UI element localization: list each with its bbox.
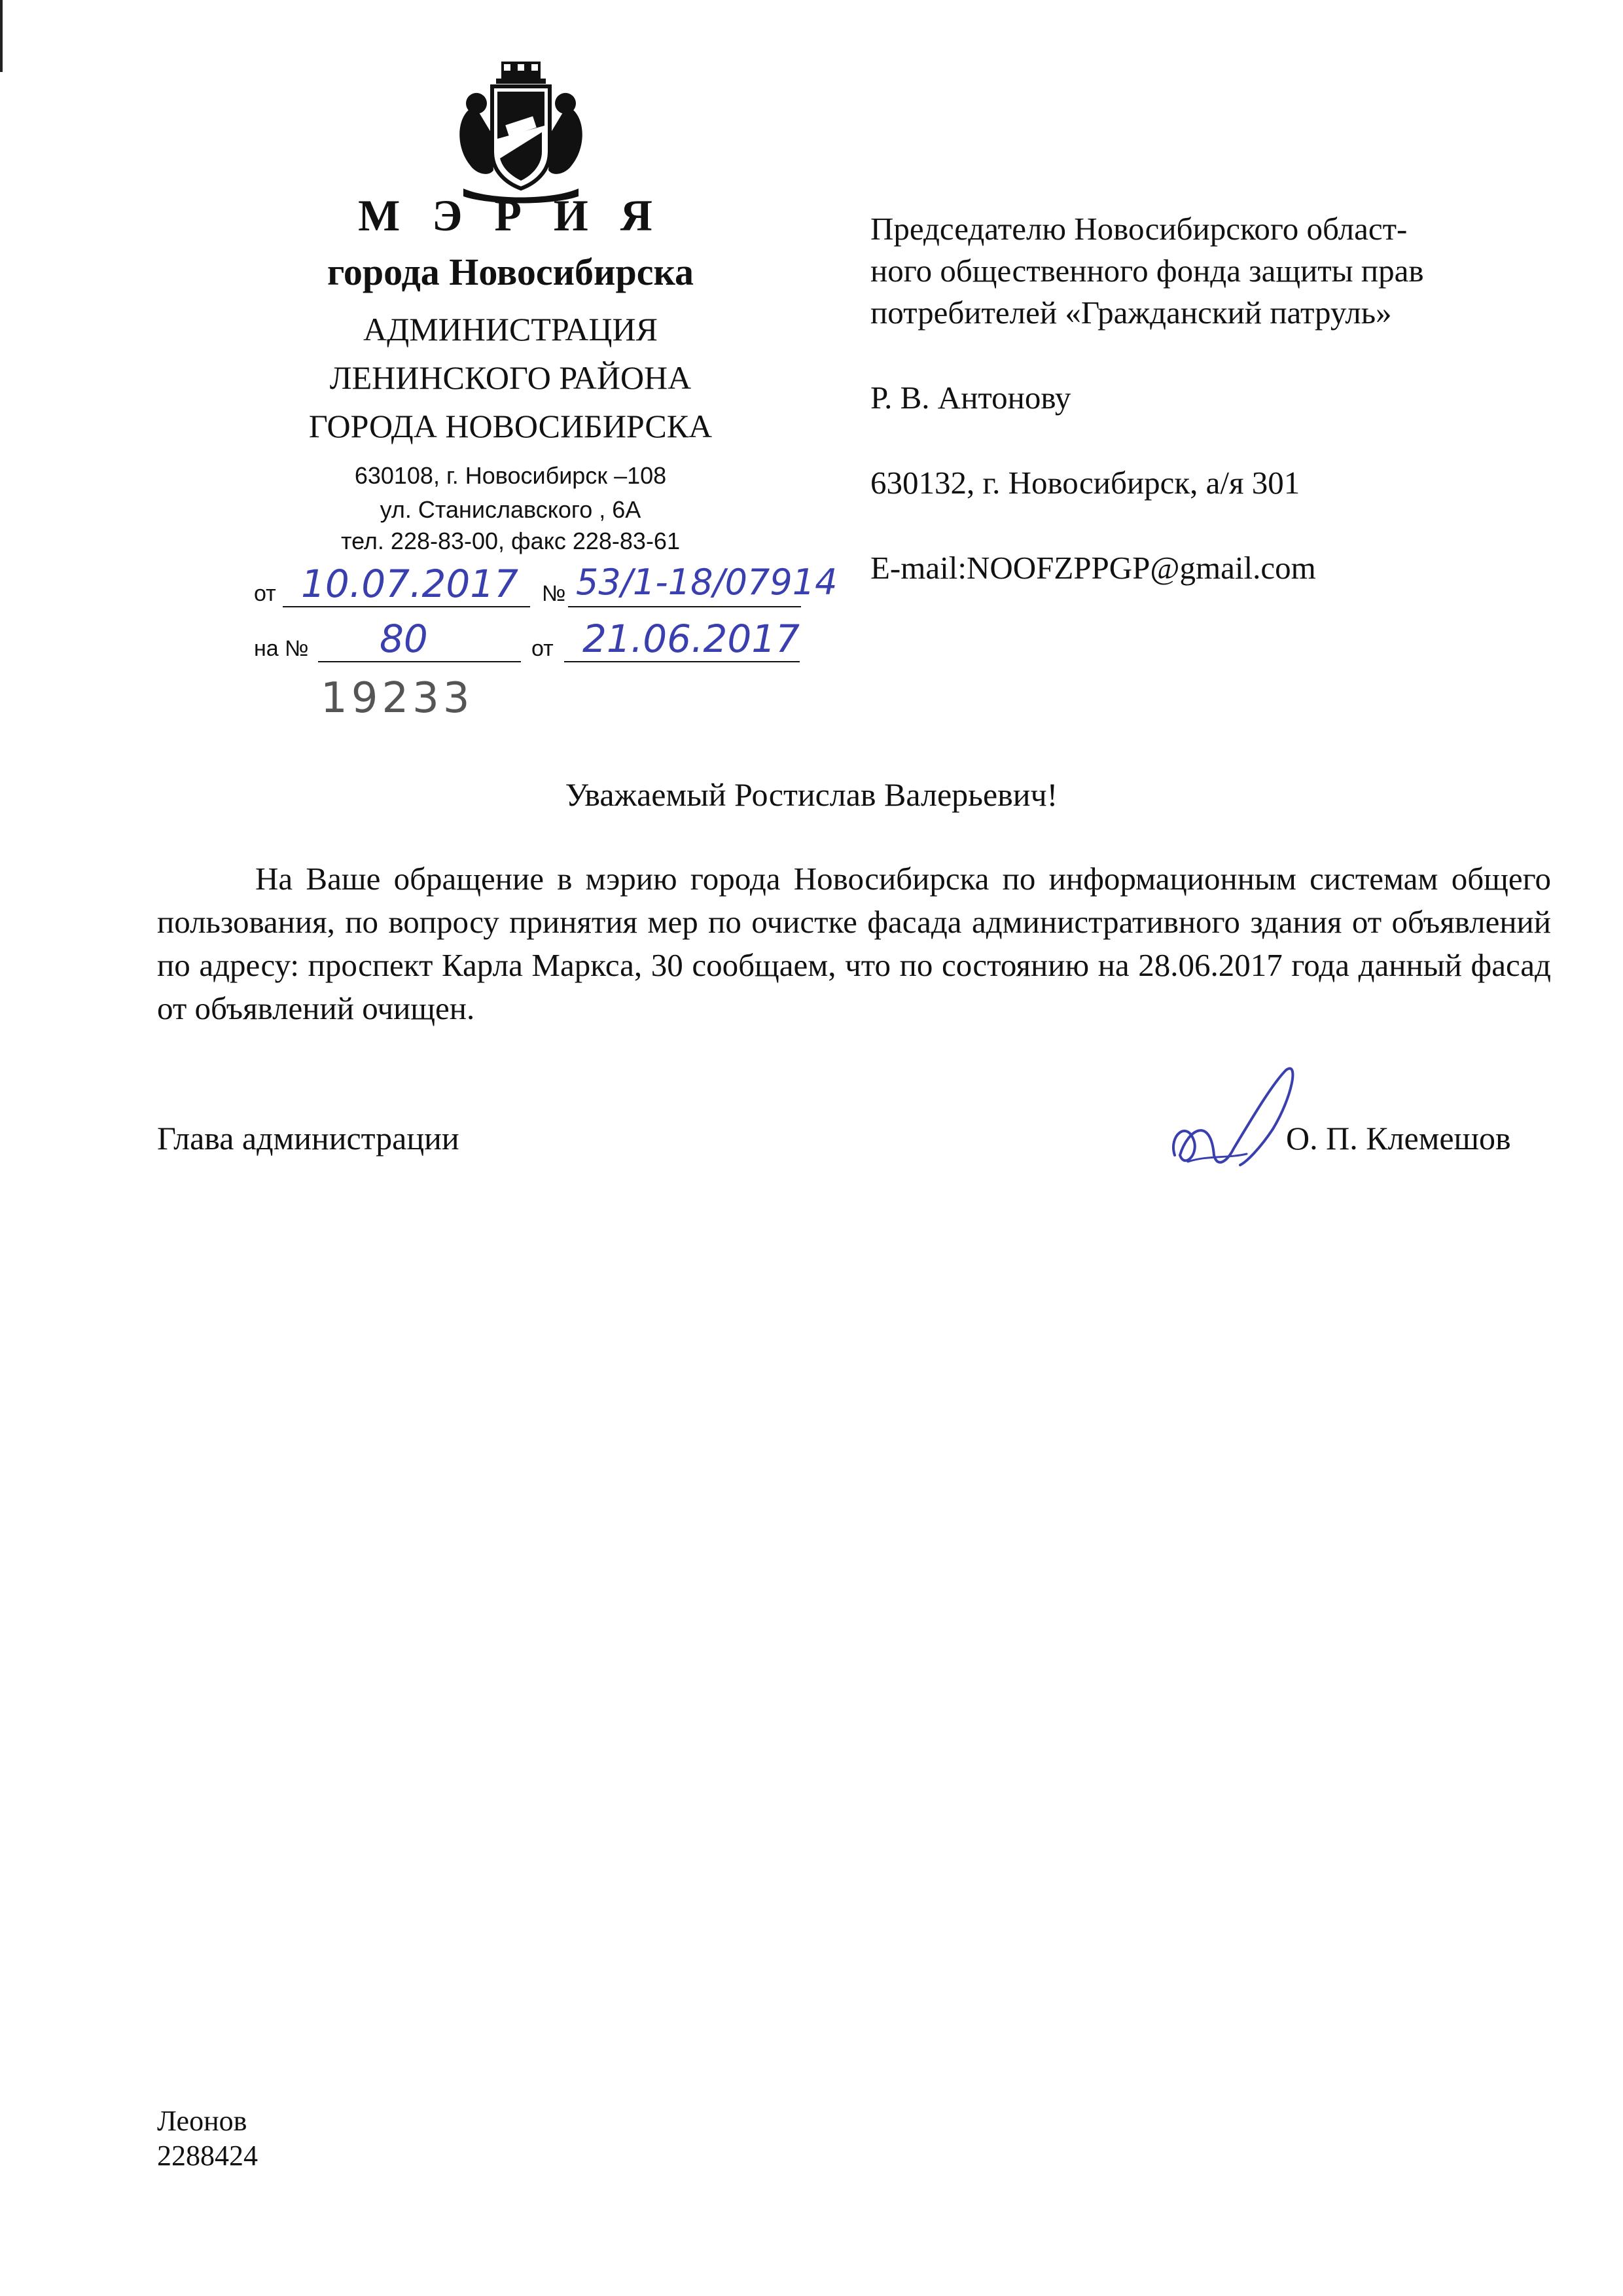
org-subtitle: города Новосибирска (327, 251, 694, 293)
recipient-line-1: Председателю Новосибирского област- (870, 211, 1408, 247)
signer-name: О. П. Клемешов (1286, 1120, 1511, 1157)
from-label: от (254, 581, 276, 606)
signer-position: Глава администрации (157, 1120, 459, 1157)
recipient-address: 630132, г. Новосибирск, а/я 301 (870, 465, 1300, 501)
reply-from-label: от (531, 636, 554, 661)
org-phone-fax: тел. 228-83-00, факс 228-83-61 (341, 528, 680, 554)
incoming-date: 21.06.2017 (582, 617, 800, 661)
reply-number-line (318, 661, 521, 662)
incoming-number: 80 (380, 617, 428, 661)
executor-phone: 2288424 (157, 2140, 258, 2172)
scan-edge-line (0, 0, 3, 72)
registration-number: 19233 (321, 674, 474, 723)
admin-line-3: ГОРОДА НОВОСИБИРСКА (308, 408, 713, 444)
recipient-line-3: потребителей «Гражданский патруль» (870, 295, 1392, 331)
reply-to-label: на № (254, 636, 309, 661)
outgoing-number: 53/1-18/07914 (576, 562, 838, 603)
recipient-email: E-mail:NOOFZPPGP@gmail.com (870, 550, 1316, 586)
number-line (568, 606, 801, 607)
letter-greeting: Уважаемый Ростислав Валерьевич! (565, 776, 1058, 813)
coat-of-arms-icon (450, 60, 592, 206)
reply-date-line (564, 661, 800, 662)
letter-body (157, 857, 1551, 1030)
executor-name: Леонов (157, 2105, 247, 2137)
outgoing-date: 10.07.2017 (301, 562, 519, 606)
date-line (283, 606, 530, 607)
org-address-line-1: 630108, г. Новосибирск –108 (354, 462, 667, 489)
recipient-block (870, 208, 1558, 589)
recipient-name: Р. В. Антонову (870, 380, 1071, 416)
number-label: № (542, 581, 566, 606)
recipient-line-2: ного общественного фонда защиты прав (870, 253, 1424, 289)
letter-body-paragraph: На Ваше обращение в мэрию города Новосибирска по информационным системам общего пользования, по вопросу принятия мер по очистке фасада административного здания от объявлений по адресу: проспект Карла Маркса, 30 сообщаем, что по состоянию на 28.06.2017 года данный фасад от объявлений очищен. (157, 861, 1551, 1026)
org-address-line-2: ул. Станиславского , 6А (380, 496, 641, 523)
admin-line-1: АДМИНИСТРАЦИЯ (363, 311, 658, 348)
org-title: М Э Р И Я (358, 190, 663, 240)
admin-line-2: ЛЕНИНСКОГО РАЙОНА (329, 359, 692, 396)
